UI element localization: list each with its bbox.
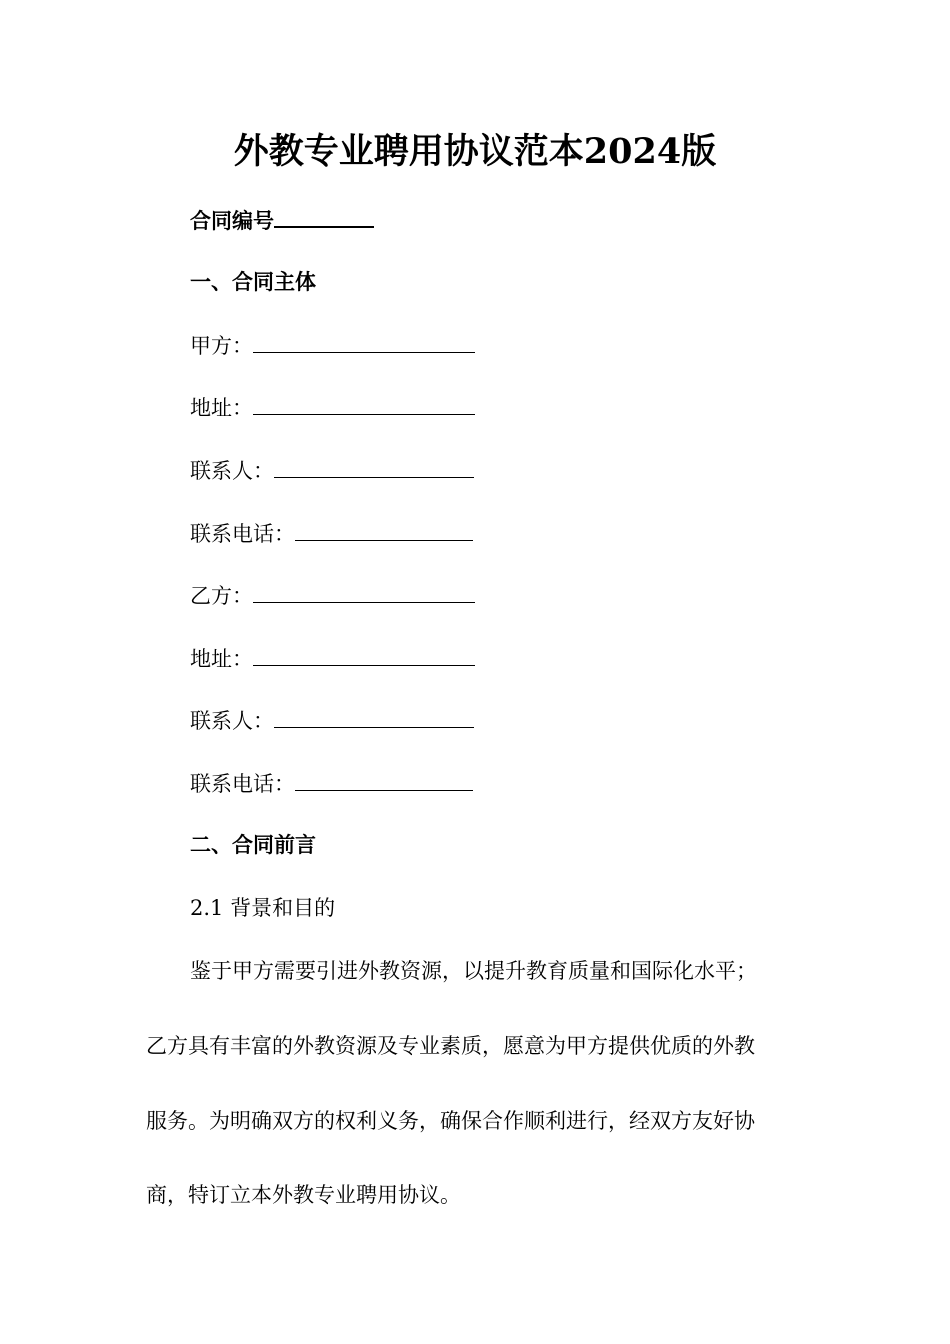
paragraph-line-3: 服务。为明确双方的权利义务，确保合作顺利进行，经双方友好协	[146, 1109, 755, 1133]
party-b-phone-label: 联系电话：	[190, 772, 295, 796]
party-b-phone-row	[190, 768, 473, 799]
party-a-contact-row	[190, 455, 474, 486]
party-a-label: 甲方：	[190, 334, 253, 358]
party-b-contact-row	[190, 705, 474, 736]
paragraph-line-1: 鉴于甲方需要引进外教资源，以提升教育质量和国际化水平；	[190, 959, 757, 983]
party-b-label: 乙方：	[190, 584, 253, 608]
party-b-address-row	[190, 643, 475, 674]
contract-number-label: 合同编号	[190, 208, 274, 233]
party-b-address-blank[interactable]	[253, 643, 475, 666]
party-b-address-label: 地址：	[190, 647, 253, 671]
party-a-address-label: 地址：	[190, 396, 253, 420]
party-a-address-blank[interactable]	[253, 392, 475, 415]
party-a-phone-label: 联系电话：	[190, 522, 295, 546]
party-b-contact-blank[interactable]	[274, 705, 474, 728]
party-a-row	[190, 330, 475, 361]
party-b-contact-label: 联系人：	[190, 709, 274, 733]
party-a-blank[interactable]	[253, 330, 475, 353]
section-1-heading: 一、合同主体	[190, 269, 316, 294]
party-b-row	[190, 580, 475, 611]
contract-number-row	[190, 204, 374, 236]
paragraph-line-2: 乙方具有丰富的外教资源及专业素质，愿意为甲方提供优质的外教	[146, 1034, 755, 1058]
party-a-address-row	[190, 392, 475, 423]
party-b-phone-blank[interactable]	[295, 768, 473, 791]
party-a-phone-row	[190, 518, 473, 549]
document-title: 外教专业聘用协议范本2024版	[233, 131, 717, 172]
paragraph-line-4: 商，特订立本外教专业聘用协议。	[146, 1183, 461, 1207]
party-a-phone-blank[interactable]	[295, 518, 473, 541]
party-a-contact-label: 联系人：	[190, 459, 274, 483]
contract-number-blank[interactable]	[274, 204, 374, 228]
subsection-2-1-heading: 2.1 背景和目的	[190, 896, 336, 920]
party-a-contact-blank[interactable]	[274, 455, 474, 478]
party-b-blank[interactable]	[253, 580, 475, 603]
section-2-heading: 二、合同前言	[190, 832, 316, 857]
